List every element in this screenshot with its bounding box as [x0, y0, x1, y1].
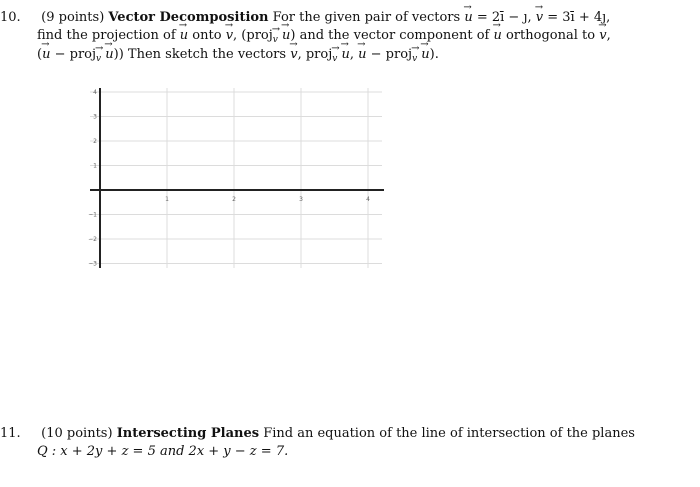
y-tick-label: −1: [88, 211, 97, 219]
problem-11-line-2: Q : x + 2y + z = 5 and 2x + y − z = 7.: [37, 444, 289, 459]
vector-u-symbol: → u: [464, 9, 472, 27]
problem-title: Intersecting Planes: [116, 426, 260, 441]
x-tick-label: 3: [299, 196, 303, 203]
problem-11: [0, 425, 662, 461]
y-tick-label: −3: [88, 260, 97, 268]
vector-u-definition: = 2ī − ȷ,: [476, 10, 532, 25]
vector-u-symbol: → u: [358, 46, 366, 64]
vector-v-symbol: → v: [536, 9, 543, 27]
x-tick-label: 2: [232, 196, 236, 203]
problem-number: 11.: [0, 426, 21, 441]
y-tick-label: 4: [93, 89, 97, 96]
problem-text: − proj: [370, 47, 413, 62]
y-tick-label: 3: [93, 113, 97, 121]
axes: [90, 88, 384, 268]
problem-text: , (proj: [233, 28, 273, 43]
problem-points: (10 points): [41, 426, 113, 441]
problem-10-line-3: (→ u − proj→ $_v$ → u)) Then sketch the vectors → v, proj→ $_v$ → u, → u − proj→ $_v$ → u).: [37, 46, 662, 65]
y-tick-label: 1: [93, 162, 97, 170]
vector-u-symbol: → u: [493, 27, 501, 45]
problem-title: Vector Decomposition: [108, 10, 269, 25]
problem-text: , proj: [297, 47, 333, 62]
tick-labels: [88, 89, 370, 268]
problem-10-line-2: find the projection of → u onto → v, (proj→ $_v$ → u) and the vector component of → u orthogonal to → v,: [37, 27, 662, 46]
vector-u-symbol: → u: [341, 46, 349, 64]
y-tick-label: −2: [88, 236, 97, 243]
vector-u-symbol: → u: [421, 46, 429, 64]
problem-text: For the given pair of vectors: [272, 10, 461, 25]
problem-text: find the projection of: [37, 28, 176, 43]
problem-text: onto: [192, 28, 222, 43]
x-tick-label: 1: [165, 196, 169, 203]
vector-v-subscript: → $_v$: [96, 50, 101, 68]
problem-text: Find an equation of the line of intersection of the planes: [263, 426, 635, 441]
vector-v-subscript: → $_v$: [273, 31, 278, 49]
vector-v-symbol: → v: [226, 27, 233, 45]
problem-text: ).: [429, 47, 439, 62]
problem-text: − proj: [54, 47, 97, 62]
grid-lines: [90, 88, 382, 268]
x-tick-label: 4: [366, 196, 370, 203]
problem-points: (9 points): [41, 10, 105, 25]
problem-text: orthogonal to: [505, 28, 596, 43]
problem-11-line-1: [0, 425, 662, 443]
vector-u-symbol: → u: [180, 27, 188, 45]
problem-number: 10.: [0, 10, 21, 25]
vector-v-symbol: → v: [599, 27, 606, 45]
problem-text: ) and the vector component of: [290, 28, 490, 43]
vector-v-subscript: → $_v$: [412, 50, 417, 68]
vector-v-subscript: → $_v$: [332, 50, 337, 68]
vector-u-symbol: → u: [105, 46, 113, 64]
problem-text: )) Then sketch the vectors: [113, 47, 287, 62]
vector-u-symbol: → u: [282, 27, 290, 45]
y-tick-label: 2: [93, 138, 97, 145]
problem-text: (: [37, 47, 43, 62]
vector-u-symbol: → u: [42, 46, 50, 64]
vector-v-definition: = 3ī + 4ȷ,: [547, 10, 611, 25]
vector-v-symbol: → v: [290, 46, 297, 64]
